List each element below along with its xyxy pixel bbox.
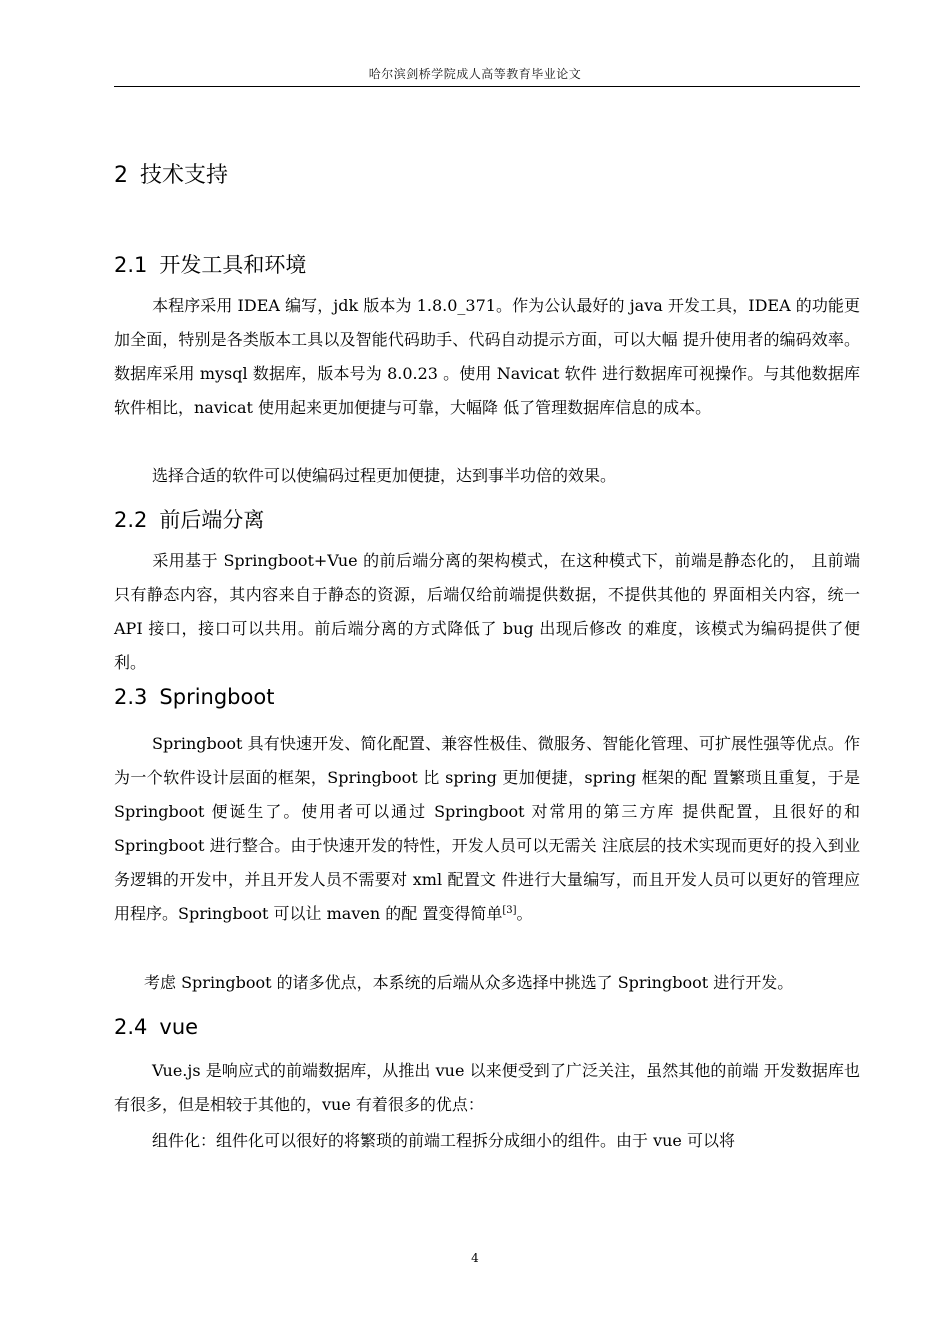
- paragraph-text: 本程序采用 IDEA 编写，jdk 版本为 1.8.0_371。作为公认最好的 java 开发工具，IDEA 的功能更加全面，特别是各类版本工具以及智能代码助手、代码自动提示方面，可以大幅 提升使用者的编码效率。数据库采用 mysql 数据库，版本号为 8.0.23 。使用 Navicat 软件 进行数据库可视操作。与其他数据库软件相比，navicat 使用起来更加便捷与可靠，大幅降 低了管理数据库信息的成本。: [114, 296, 860, 417]
- paragraph-vue: [114, 1054, 860, 1122]
- paragraph-text: 组件化：组件化可以很好的将繁琐的前端工程拆分成细小的组件。由于 vue 可以将: [152, 1131, 735, 1150]
- section-number: 2.3: [114, 685, 148, 709]
- citation-reference: [3]: [502, 905, 517, 916]
- section-number: 2.1: [114, 253, 148, 277]
- chapter-title: 技术支持: [140, 163, 229, 188]
- section-heading-2-4: [114, 1012, 198, 1042]
- paragraph-tools-summary: [114, 459, 860, 493]
- chapter-heading: [114, 160, 228, 192]
- paragraph-separation: [114, 544, 860, 680]
- section-title: 前后端分离: [159, 508, 265, 532]
- paragraph-text: 采用基于 Springboot+Vue 的前后端分离的架构模式，在这种模式下，前端是静态化的， 且前端只有静态内容，其内容来自于静态的资源，后端仅给前端提供数据，不提供其他的 界面相关内容，统一 API 接口，接口可以共用。前后端分离的方式降低了 bug 出现后修改 的难度，该模式为编码提供了便利。: [114, 551, 860, 672]
- paragraph-tools: [114, 289, 860, 425]
- chapter-number: 2: [114, 163, 128, 188]
- section-number: 2.4: [114, 1015, 148, 1039]
- section-title: Springboot: [159, 685, 275, 709]
- section-title: 开发工具和环境: [159, 253, 307, 277]
- paragraph-springboot: [114, 727, 860, 931]
- section-number: 2.2: [114, 508, 148, 532]
- paragraph-text: Springboot 具有快速开发、简化配置、兼容性极佳、微服务、智能化管理、可扩展性强等优点。作为一个软件设计层面的框架，Springboot 比 spring 更加便捷，spring 框架的配 置繁琐且重复，于是 Springboot 便诞生了。使用者可以通过 Springboot 对常用的第三方库 提供配置，且很好的和 Springboot 进行整合。由于快速开发的特性，开发人员可以无需关 注底层的技术实现而更好的投入到业务逻辑的开发中，并且开发人员不需要对 xml 配置文 件进行大量编写，而且开发人员可以更好的管理应用程序。Springboot 可以让 maven 的配 置变得简单: [114, 734, 860, 923]
- section-heading-2-3: [114, 682, 274, 712]
- paragraph-springboot-choice: [114, 966, 860, 1000]
- paragraph-text: Vue.js 是响应式的前端数据库，从推出 vue 以来便受到了广泛关注，虽然其他的前端 开发数据库也有很多，但是相较于其他的，vue 有着很多的优点：: [114, 1061, 860, 1114]
- header-rule: [114, 86, 860, 87]
- paragraph-end-punct: 。: [516, 904, 533, 923]
- paragraph-text: 考虑 Springboot 的诸多优点，本系统的后端从众多选择中挑选了 Springboot 进行开发。: [144, 973, 794, 992]
- section-heading-2-1: [114, 250, 306, 280]
- running-header: 哈尔滨剑桥学院成人高等教育毕业论文: [368, 67, 582, 81]
- paragraph-text: 选择合适的软件可以使编码过程更加便捷，达到事半功倍的效果。: [152, 466, 617, 485]
- section-title: vue: [159, 1015, 199, 1039]
- page-number: 4: [471, 1251, 479, 1265]
- paragraph-componentization: [114, 1124, 860, 1158]
- section-heading-2-2: [114, 505, 264, 535]
